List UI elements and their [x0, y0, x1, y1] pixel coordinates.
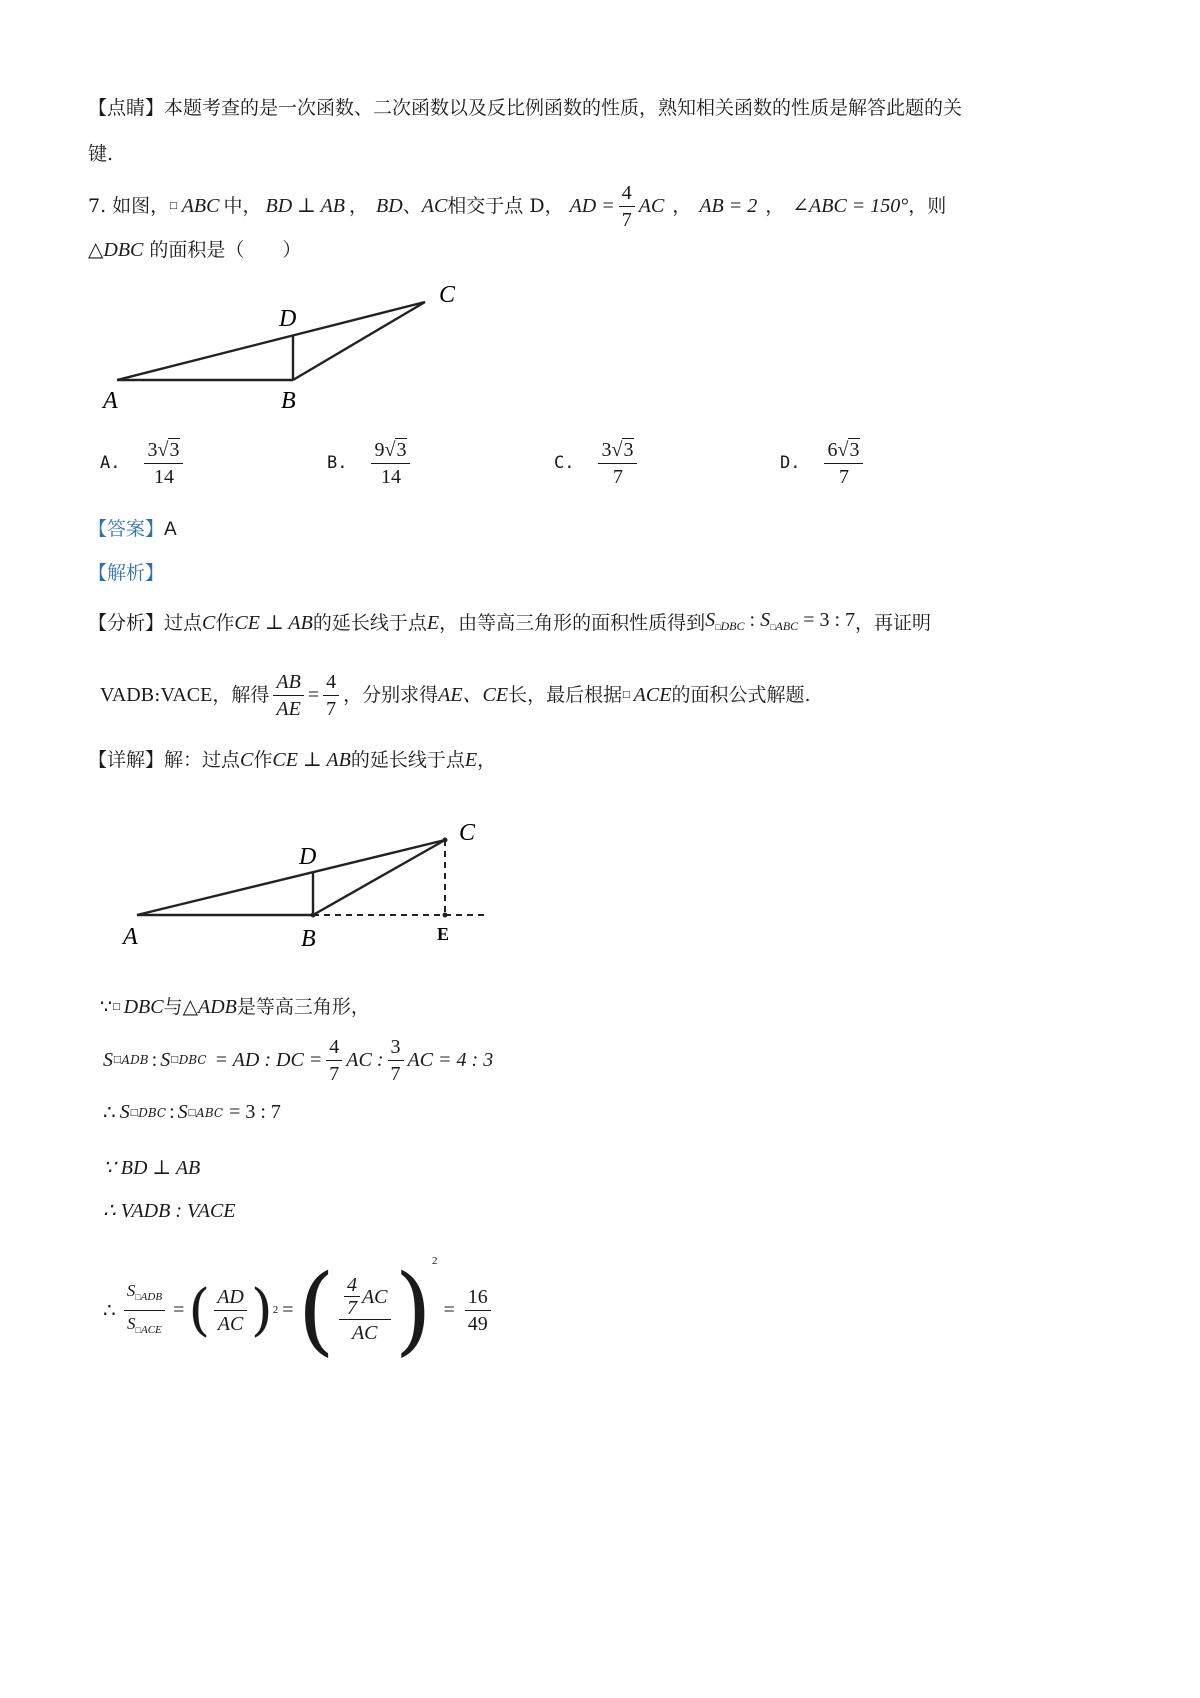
xiangjie-ce-ab: CE ⊥ AB: [272, 749, 351, 771]
xiangjie-e: E: [464, 749, 478, 771]
xiangjie-c: C: [240, 749, 254, 771]
option-a-letter: A.: [100, 453, 121, 473]
question-dun: 、: [402, 195, 422, 217]
option-d-coef: 6: [827, 438, 838, 461]
box-glyph: □: [770, 621, 776, 632]
option-b-den: 14: [371, 463, 410, 490]
question-number: 7. 如图，: [88, 195, 170, 217]
option-c-coef: 3: [601, 438, 612, 461]
step6-big-num: [339, 1274, 391, 1320]
answer-line: [88, 517, 177, 542]
fenxi-line1: [88, 603, 931, 643]
label-d: D: [279, 306, 297, 332]
question-bd-perp-ab: BD ⊥ AB: [265, 195, 346, 217]
step1-end: 是等高三角形，: [236, 996, 370, 1018]
segment-bc: [293, 302, 425, 380]
fenxi-ce-ab: CE ⊥ AB: [234, 612, 313, 634]
point-c: [443, 838, 448, 843]
fenxi-ratio: [705, 608, 855, 639]
step2-d2: 7: [390, 1062, 401, 1085]
fenxi-colon: :: [744, 608, 761, 631]
option-a-den: 14: [144, 463, 183, 490]
option-a-frac: $\frac{3√3}{14}$: [144, 437, 183, 490]
step4: ∵ BD ⊥ AB: [103, 1157, 201, 1179]
fenxi-c: C: [202, 612, 216, 634]
box-glyph: □: [113, 1055, 122, 1065]
fenxi-frac-num: AB: [273, 669, 303, 696]
box-glyph: □: [622, 690, 631, 700]
step6-eq3: =: [443, 1298, 455, 1321]
step1-mid: 与: [163, 996, 183, 1018]
label-a: A: [123, 924, 138, 950]
step2-colon: :: [151, 1048, 158, 1071]
option-b-frac: $\frac{9√3}{14}$: [371, 437, 410, 490]
options-row: [100, 432, 1000, 494]
xiangjie-line: [88, 748, 496, 772]
label-b: B: [281, 388, 296, 414]
step6-ac3: AC: [351, 1322, 378, 1344]
step1-dbc: DBC: [123, 996, 164, 1018]
option-c-frac: $\frac{3√3}{7}$: [598, 437, 637, 490]
option-c[interactable]: [554, 432, 641, 494]
answer-tag: 【答案】: [88, 518, 165, 540]
step6-frac-ad-ac: [214, 1284, 247, 1337]
fenxi-line2-t2: ，分别求得: [343, 684, 439, 706]
box-glyph: □: [129, 1107, 139, 1118]
box-glyph: □: [187, 1107, 197, 1118]
fenxi-eq: =: [307, 684, 320, 706]
question-line2-text: 的面积是（ ）: [143, 239, 302, 261]
step6-ac2: AC: [361, 1285, 388, 1308]
figure-triangle-1: [95, 275, 495, 425]
xiangjie-t3: 的延长线于点: [350, 749, 465, 771]
fenxi-line2-t3: 长，最后根据: [508, 684, 623, 706]
question-abc: ABC: [181, 195, 220, 217]
step6-sq1: 2: [272, 1304, 279, 1316]
fenxi-sub2: ABC: [775, 618, 799, 633]
step6-d: 7: [346, 1297, 357, 1319]
question-sep3: ，: [765, 195, 785, 217]
box-glyph: □: [715, 621, 721, 632]
question-ab-eq: AB = 2: [699, 195, 758, 217]
step2-n2: 3: [388, 1034, 404, 1061]
segment-ac: [117, 302, 425, 380]
option-c-rad: 3: [623, 438, 634, 461]
dianjing-line1: [88, 96, 962, 120]
step2-eq: = AD : DC =: [214, 1048, 323, 1071]
xiangjie-tag: 【详解】: [88, 749, 165, 771]
option-a[interactable]: [100, 432, 187, 494]
step5: ∴ VADB : VACE: [103, 1200, 236, 1222]
step3: [103, 1100, 281, 1125]
label-b: B: [301, 926, 316, 952]
fenxi-t1: 过点: [164, 612, 203, 634]
step2-frac1: [326, 1034, 342, 1087]
box-glyph: □: [170, 1055, 179, 1065]
fenxi-sub1: DBC: [720, 618, 745, 633]
question-angle: ∠ABC = 150°: [792, 195, 909, 217]
box-glyph: □: [135, 1291, 141, 1302]
question-zhong: 中，: [223, 195, 262, 217]
option-d-rad: 3: [849, 438, 860, 461]
question-frac-num: 4: [619, 180, 635, 207]
step6-sub2: ACE: [140, 1323, 162, 1336]
step2-end: AC = 4 : 3: [407, 1048, 494, 1071]
fenxi-vace: VACE: [160, 684, 213, 706]
xiangjie-t4: ，: [477, 749, 497, 771]
option-d-frac: $\frac{6√3}{7}$: [824, 437, 863, 490]
fenxi-ratio-value: = 3 : 7: [798, 608, 856, 631]
question-sep1: ，: [349, 195, 369, 217]
question-bd: BD: [376, 195, 403, 217]
fenxi-colon2: :: [154, 684, 161, 706]
step6-rparen1: ): [250, 1277, 273, 1343]
step6-eq1: =: [173, 1298, 185, 1321]
step6-eq2: =: [282, 1298, 294, 1321]
question-frac-den: 7: [621, 208, 632, 231]
step6-frac-4-7: [344, 1274, 360, 1319]
step6-result-den: 49: [467, 1312, 488, 1335]
xiangjie-t1: 解：过点: [164, 749, 241, 771]
because-symbol: ∵: [100, 996, 113, 1018]
option-d-den: 7: [824, 463, 863, 490]
label-e: E: [437, 924, 450, 944]
step6-sub1: ADB: [140, 1290, 163, 1303]
option-b[interactable]: [327, 432, 414, 494]
segment-ac: [137, 840, 445, 915]
fenxi-e: E: [426, 612, 440, 634]
xiangjie-t2: 作: [253, 749, 273, 771]
fenxi-tag: 【分析】: [88, 612, 165, 634]
fenxi-ace: ACE: [633, 684, 672, 706]
step6-s1: S: [126, 1280, 136, 1300]
fenxi-frac-4-7: [323, 669, 339, 722]
question-ad-eq: AD =: [569, 195, 615, 217]
question-tri-dbc: △DBC: [88, 239, 144, 261]
label-a: A: [103, 388, 118, 414]
step2-sub2: DBC: [178, 1053, 207, 1067]
question-intersect: 相交于点 D，: [447, 195, 564, 217]
step2: [103, 1030, 493, 1090]
question-ac: AC: [421, 195, 448, 217]
step3-s2: S: [177, 1101, 188, 1123]
step2-n1: 4: [326, 1034, 342, 1061]
dianjing-text: 本题考查的是一次函数、二次函数以及反比例函数的性质，熟知相关函数的性质是解答此题的关: [164, 97, 963, 119]
answer-value: A: [164, 519, 177, 540]
figure-triangle-2: [115, 810, 535, 960]
step6-s2: S: [127, 1313, 136, 1333]
point-e: [443, 913, 448, 918]
step1-adb: △ADB: [182, 996, 237, 1018]
step6-rparen2: ): [394, 1254, 432, 1366]
step6-ac: AC: [217, 1312, 244, 1335]
option-c-letter: C.: [554, 453, 575, 473]
point-b: [311, 913, 316, 918]
label-c: C: [439, 282, 456, 308]
step3-s1: S: [119, 1101, 130, 1123]
step3-sub1: DBC: [138, 1105, 167, 1120]
triangle-box-glyph: □: [169, 201, 178, 211]
fenxi-s2: S: [760, 608, 771, 631]
step2-sub1: ADB: [121, 1053, 149, 1067]
step6-result: [465, 1284, 491, 1337]
dianjing-tag: 【点睛】: [88, 97, 165, 119]
step6-lparen1: (: [188, 1277, 211, 1343]
label-c: C: [459, 820, 476, 846]
therefore-symbol: ∴: [103, 1299, 116, 1322]
therefore-symbol: ∴: [103, 1102, 116, 1124]
step2-d1: 7: [329, 1062, 340, 1085]
question-sep2: ，: [672, 195, 692, 217]
step6-lparen2: (: [297, 1254, 335, 1366]
fenxi-line2: [100, 665, 810, 725]
fenxi-line2-t1: ，解得: [212, 684, 270, 706]
analysis-tag: 【解析】: [88, 562, 165, 584]
option-a-coef: 3: [147, 438, 158, 461]
step6-frac-big: [339, 1274, 391, 1346]
fenxi-t4: ，由等高三角形的面积性质得到: [439, 612, 706, 634]
question-fraction: [619, 180, 635, 233]
fenxi-frac2-num: 4: [323, 669, 339, 696]
option-a-rad: 3: [169, 438, 180, 461]
fenxi-frac-ab-ae: [273, 669, 303, 722]
step6-ad: AD: [214, 1284, 247, 1311]
step1: [100, 995, 370, 1019]
question-ze: ，则: [908, 195, 947, 217]
fenxi-line2-t4: 的面积公式解题.: [671, 684, 811, 706]
step2-s2: S: [160, 1048, 171, 1071]
box-glyph: □: [135, 1324, 141, 1335]
fenxi-frac2-den: 7: [326, 697, 337, 720]
question-line1: [88, 176, 946, 236]
step3-sub2: ABC: [196, 1105, 224, 1120]
fenxi-ae-ce: AE、CE: [438, 684, 509, 706]
fenxi-t3: 的延长线于点: [312, 612, 427, 634]
option-d[interactable]: [780, 432, 867, 494]
fenxi-t5: ，再证明: [855, 612, 932, 634]
option-b-coef: 9: [374, 438, 385, 461]
option-b-letter: B.: [327, 453, 348, 473]
dianjing-line2: 键.: [88, 143, 114, 165]
fenxi-vadb: VADB: [100, 684, 155, 706]
question-ac2: AC: [638, 195, 665, 217]
step2-s1: S: [103, 1048, 113, 1071]
fenxi-t2: 作: [215, 612, 235, 634]
question-line2: [88, 238, 301, 262]
option-c-den: 7: [598, 463, 637, 490]
step3-end: = 3 : 7: [229, 1101, 281, 1123]
label-d: D: [299, 844, 317, 870]
step6-frac-s: [124, 1278, 165, 1343]
step6-result-num: 16: [465, 1284, 491, 1311]
option-d-letter: D.: [780, 453, 801, 473]
option-b-rad: 3: [396, 438, 407, 461]
box-glyph: □: [112, 1002, 121, 1012]
step2-mid: AC :: [346, 1048, 384, 1071]
step6-n: 4: [344, 1274, 360, 1297]
segment-bc: [313, 840, 445, 915]
fenxi-frac-den: AE: [276, 697, 301, 720]
step3-colon: :: [169, 1101, 175, 1123]
fenxi-s1: S: [705, 608, 716, 631]
step2-frac2: [388, 1034, 404, 1087]
step6-sq2: 2: [431, 1255, 438, 1267]
step6: [103, 1255, 495, 1365]
